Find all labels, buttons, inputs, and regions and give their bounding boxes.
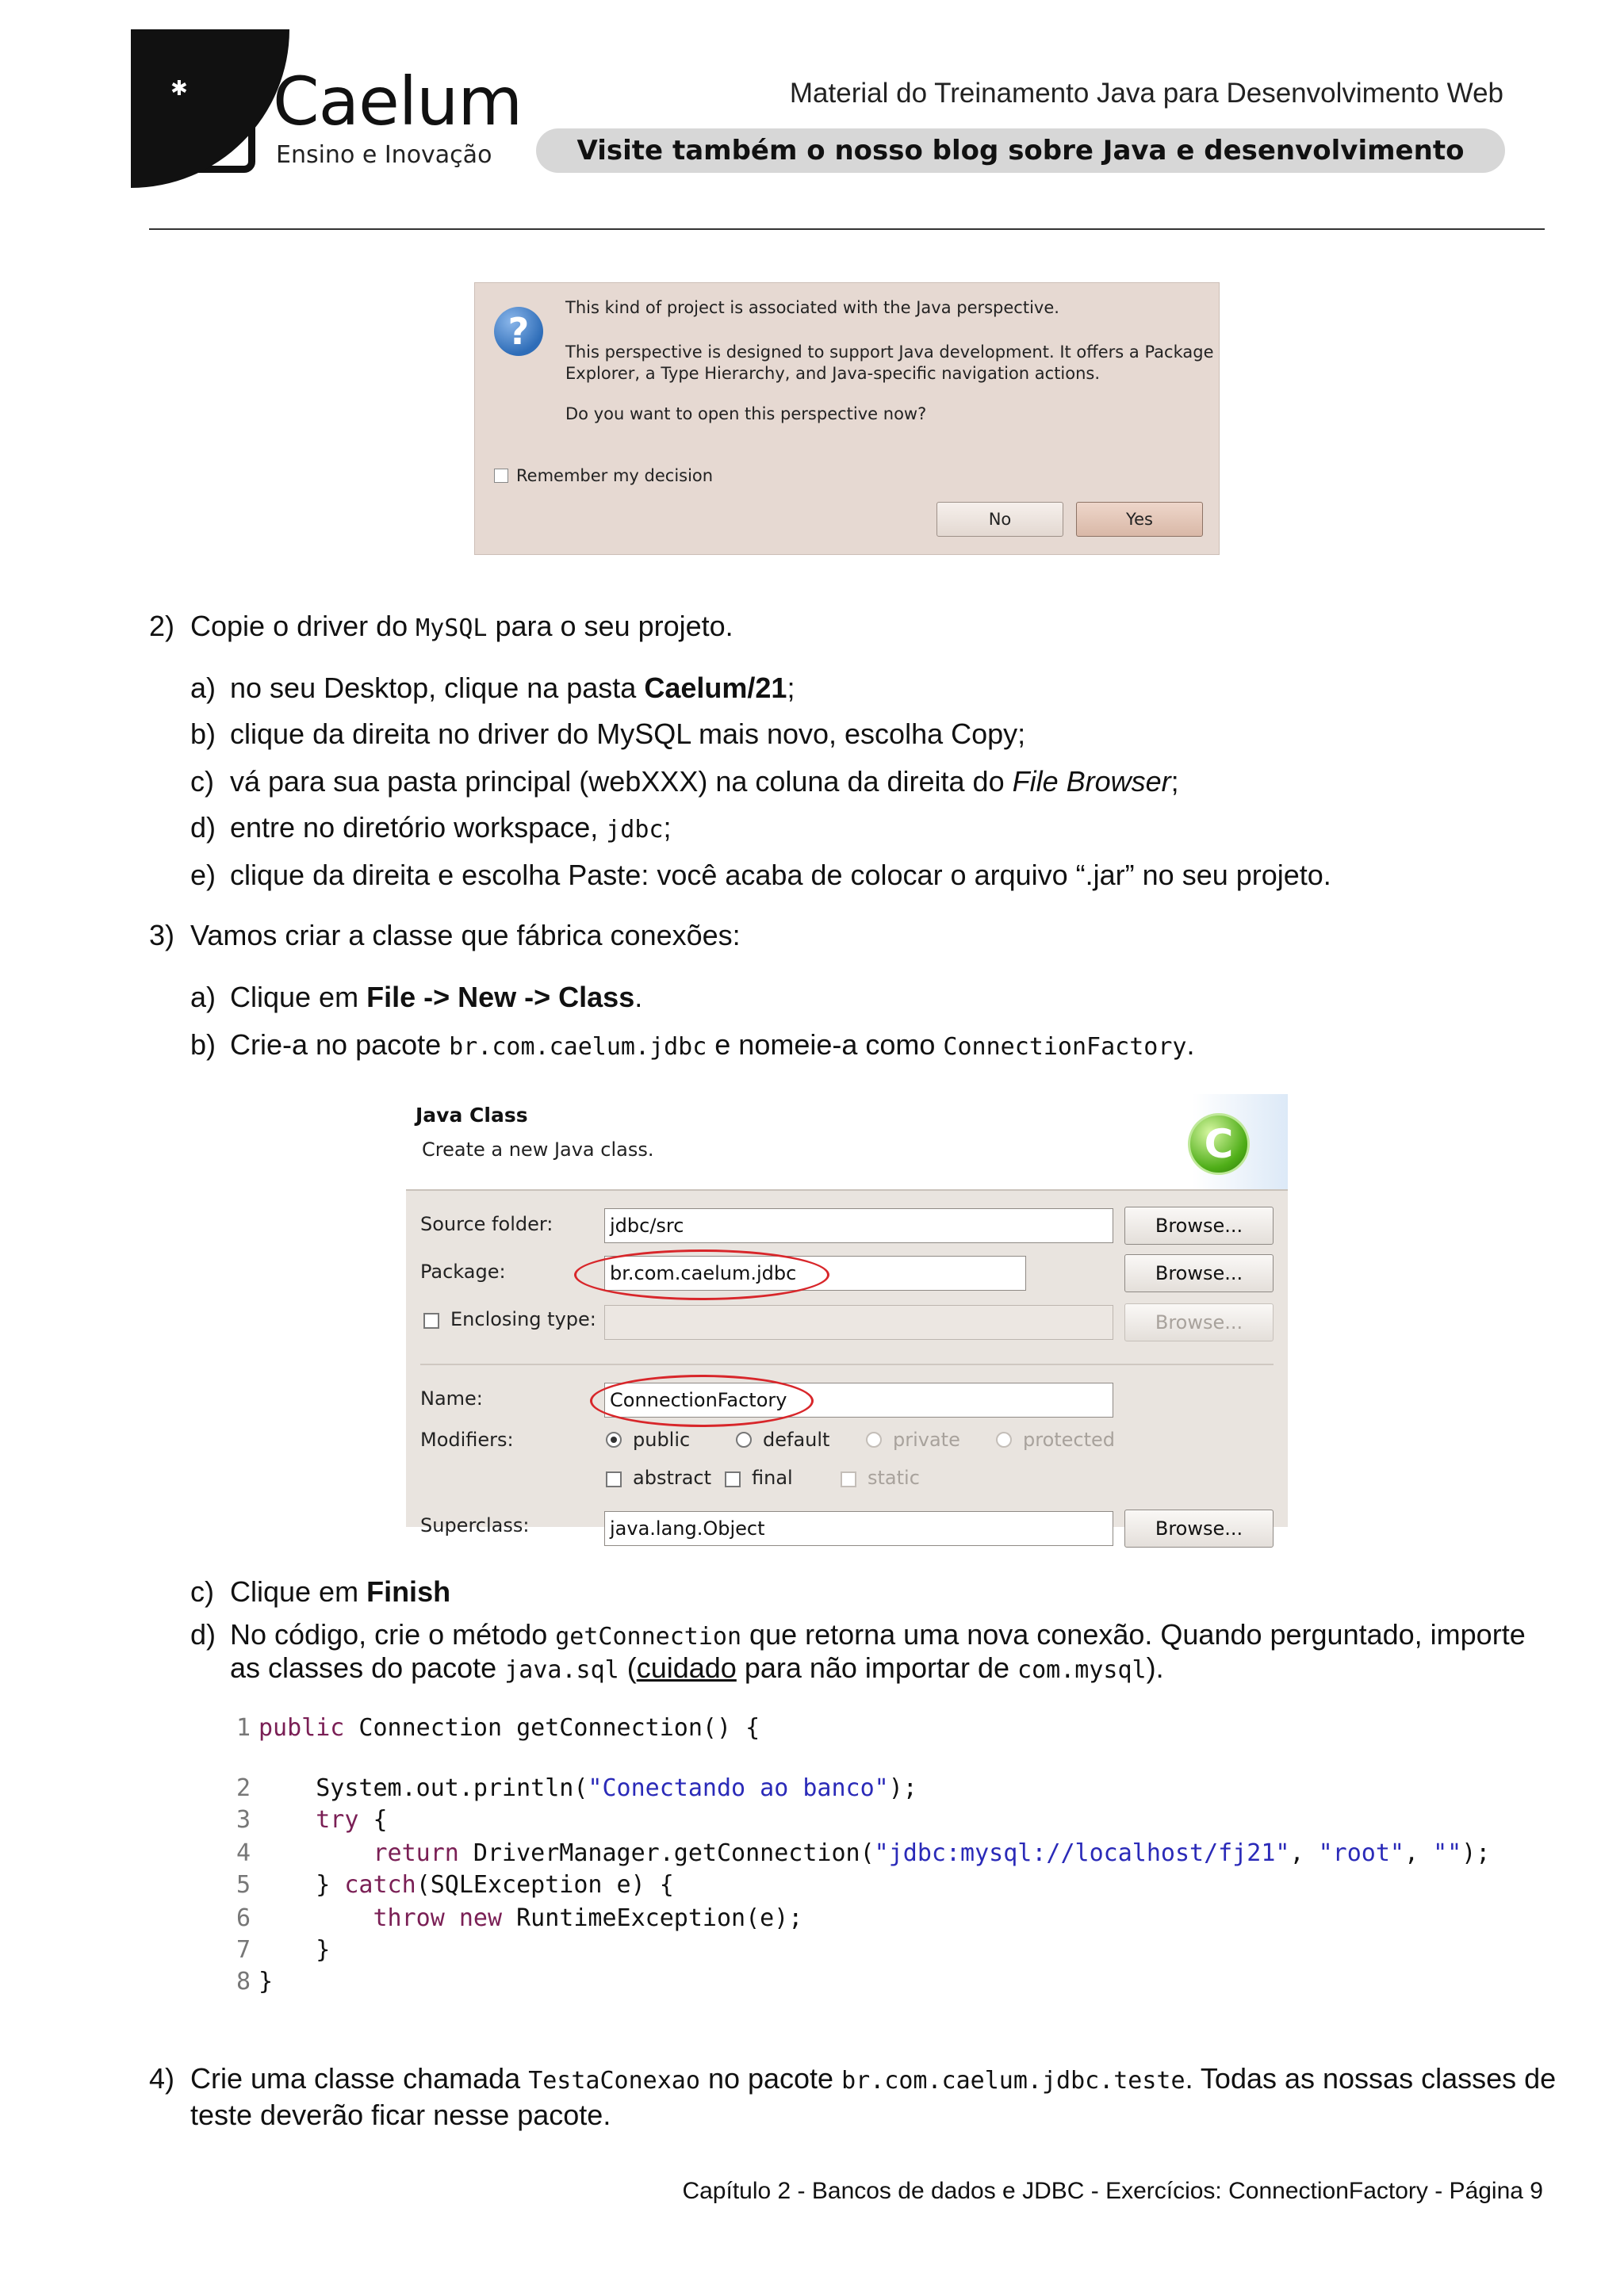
package-input[interactable]: br.com.caelum.jdbc: [604, 1256, 1026, 1291]
step2-item-e: clique da direita e escolha Paste: você acaba de colocar o arquivo “.jar” no seu projeto.: [230, 859, 1331, 891]
enclosing-type-checkbox[interactable]: [423, 1313, 439, 1329]
star-icon: ✱: [170, 77, 188, 101]
banner-divider: [406, 1189, 1288, 1191]
dialog-question: Do you want to open this perspective now?: [565, 404, 927, 423]
dialog-line-2: This perspective is designed to support Java development. It offers a Package: [565, 342, 1214, 362]
logo-name: Caelum: [273, 63, 523, 140]
step2-item-d: entre no diretório workspace, jdbc;: [230, 811, 672, 844]
code-line: 1 public Connection getConnection() {: [236, 1714, 760, 1742]
public-radio[interactable]: [606, 1432, 622, 1448]
no-button[interactable]: No: [936, 502, 1063, 537]
highlight-ellipse: [574, 1249, 829, 1300]
step3-item-d-line2: as classes do pacote java.sql (cuidado para não importar de com.mysql).: [230, 1651, 1164, 1684]
blog-banner-text: Visite também o nosso blog sobre Java e desenvolvimento: [576, 135, 1465, 166]
step-number: 2): [149, 610, 175, 642]
caelum-logo-mark: [155, 70, 255, 173]
browse-source-button[interactable]: Browse...: [1124, 1207, 1274, 1245]
step3-item-c: Clique em Finish: [230, 1575, 451, 1608]
dialog-heading: Java Class: [416, 1104, 528, 1127]
private-label: private: [893, 1429, 960, 1451]
list-marker: a): [190, 672, 216, 704]
page-footer: Capítulo 2 - Bancos de dados e JDBC - Exercícios: ConnectionFactory - Página 9: [682, 2178, 1543, 2204]
private-radio: [866, 1432, 882, 1448]
step3-item-d-line1: No código, crie o método getConnection que retorna uma nova conexão. Quando perguntado, importe: [230, 1618, 1526, 1651]
step3-item-b: Crie-a no pacote br.com.caelum.jdbc e nomeie-a como ConnectionFactory.: [230, 1028, 1195, 1061]
code-line: 2 System.out.println("Conectando ao banco");: [236, 1774, 917, 1802]
step2-item-b: clique da direita no driver do MySQL mais novo, escolha Copy;: [230, 718, 1026, 750]
section-divider: [420, 1364, 1274, 1365]
enclosing-type-input: [604, 1305, 1113, 1340]
dialog-subtitle: Create a new Java class.: [422, 1138, 654, 1161]
browse-superclass-button[interactable]: Browse...: [1124, 1510, 1274, 1548]
browse-package-button[interactable]: Browse...: [1124, 1254, 1274, 1292]
protected-radio: [996, 1432, 1012, 1448]
package-label: Package:: [420, 1261, 506, 1283]
step-number: 4): [149, 2062, 175, 2095]
list-marker: c): [190, 765, 214, 798]
dialog-line-1: This kind of project is associated with the Java perspective.: [565, 298, 1059, 317]
source-folder-label: Source folder:: [420, 1213, 553, 1235]
remember-decision-checkbox[interactable]: [494, 469, 508, 483]
open-perspective-dialog: [474, 282, 1220, 555]
list-marker: c): [190, 1575, 214, 1608]
question-icon: ?: [494, 307, 543, 356]
step3-text: Vamos criar a classe que fábrica conexões:: [190, 919, 741, 951]
name-label: Name:: [420, 1387, 483, 1410]
code-line: 6 throw new RuntimeException(e);: [236, 1904, 803, 1932]
modifiers-label: Modifiers:: [420, 1429, 514, 1451]
code-line: 5 } catch(SQLException e) {: [236, 1871, 674, 1899]
step2-text: Copie o driver do MySQL para o seu projeto.: [190, 610, 733, 642]
abstract-label: abstract: [633, 1467, 712, 1489]
dialog-line-3: Explorer, a Type Hierarchy, and Java-specific navigation actions.: [565, 364, 1101, 383]
step3-item-a: Clique em File -> New -> Class.: [230, 981, 643, 1013]
remember-decision-label: Remember my decision: [516, 466, 714, 485]
step-number: 3): [149, 919, 175, 951]
list-marker: a): [190, 981, 216, 1013]
public-label: public: [633, 1429, 691, 1451]
code-line: 3 try {: [236, 1806, 388, 1834]
code-line: 4 return DriverManager.getConnection("jdbc:mysql://localhost/fj21", "root", "");: [236, 1839, 1491, 1867]
superclass-label: Superclass:: [420, 1514, 530, 1536]
step4-line2: teste deverão ficar nesse pacote.: [190, 2099, 611, 2131]
yes-button[interactable]: Yes: [1076, 502, 1203, 537]
class-name-input[interactable]: ConnectionFactory: [604, 1383, 1113, 1418]
blog-banner[interactable]: [536, 128, 1505, 173]
protected-label: protected: [1023, 1429, 1116, 1451]
static-checkbox: [841, 1471, 856, 1487]
step4-line1: Crie uma classe chamada TestaConexao no pacote br.com.caelum.jdbc.teste. Todas as nossas classes de: [190, 2062, 1557, 2095]
default-radio[interactable]: [736, 1432, 752, 1448]
header-divider: [149, 228, 1545, 230]
final-checkbox[interactable]: [725, 1471, 741, 1487]
new-java-class-dialog: [406, 1094, 1288, 1540]
code-line: 7 }: [236, 1936, 331, 1964]
step2-item-c: vá para sua pasta principal (webXXX) na coluna da direita do File Browser;: [230, 765, 1179, 798]
logo-tagline: Ensino e Inovação: [276, 141, 492, 169]
header-title: Material do Treinamento Java para Desenvolvimento Web: [789, 78, 1503, 109]
list-marker: e): [190, 859, 216, 891]
abstract-checkbox[interactable]: [606, 1471, 622, 1487]
code-line: 8 }: [236, 1968, 274, 1996]
enclosing-type-label: Enclosing type:: [450, 1308, 596, 1330]
superclass-input[interactable]: java.lang.Object: [604, 1511, 1113, 1546]
caelum-logo: [155, 63, 523, 176]
list-marker: d): [190, 1618, 216, 1651]
final-label: final: [752, 1467, 793, 1489]
step2-item-a: no seu Desktop, clique na pasta Caelum/21;: [230, 672, 795, 704]
static-label: static: [868, 1467, 920, 1489]
list-marker: b): [190, 1028, 216, 1061]
highlight-ellipse: [590, 1375, 814, 1427]
list-marker: b): [190, 718, 216, 750]
new-class-icon: C: [1188, 1113, 1250, 1175]
browse-enclosing-button: Browse...: [1124, 1303, 1274, 1341]
source-folder-input[interactable]: jdbc/src: [604, 1208, 1113, 1243]
default-label: default: [763, 1429, 830, 1451]
list-marker: d): [190, 811, 216, 844]
